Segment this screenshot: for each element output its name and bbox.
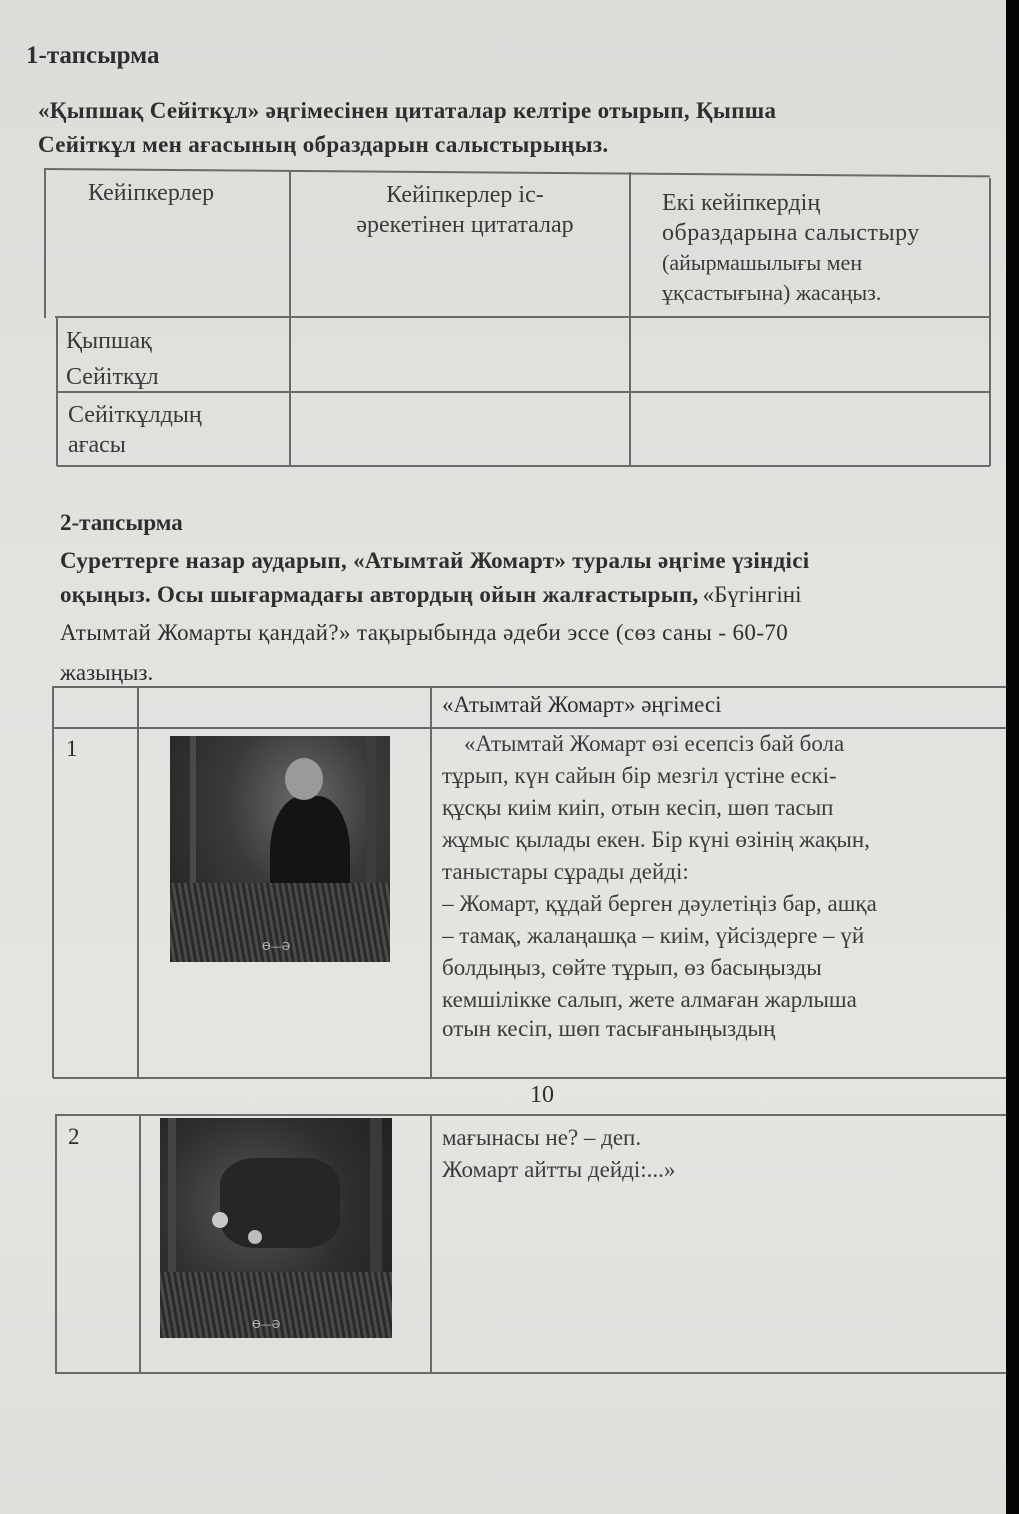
table1-row-brother-l1: Сейіткұлдың [68,402,202,428]
table1-header-comparison-l4: ұқсастығына) жасаңыз. [662,280,882,305]
story1-line: кемшілікке салып, жете алмаған жарлыша [442,987,857,1012]
task2-instruction-line3: Атымтай Жомарты қандай?» тақырыбында әдеби эссе (сөз саны - 60-70 [60,620,789,645]
page-number: 10 [530,1082,554,1108]
row1-number: 1 [66,736,78,761]
table1-header-characters: Кейіпкерлер [88,180,215,206]
table1-row-kypshak [66,326,159,392]
table1-row-kypshak-l1: Қыпшақ [66,328,152,354]
story-header: «Атымтай Жомарт» әңгімесі [442,692,722,717]
illustration-2-logo: Ө—Ә [252,1318,281,1331]
task2-line2-plain: «Бүгінгіні [702,582,802,607]
table1-header-comparison-l3: (айырмашылығы мен [662,250,863,275]
story1-line: отын кесіп, шөп тасығаныңыздың [442,1016,776,1041]
table1-row-brother [68,400,202,460]
task2-instruction-line1: Суреттерге назар аударып, «Атымтай Жомарт» туралы әңгіме үзіндісі [60,548,810,573]
task1-instruction-line2: Сейіткұл мен ағасының образдарын салыстырыңыз. [38,132,609,157]
table1-header-quotes [320,180,610,240]
task2-instruction-line2 [60,582,801,608]
story-text-part1 [442,728,1006,1042]
table1-header-comparison-l2: образдарына салыстыру [662,220,920,246]
story1-line: – Жомарт, құдай берген дәулетіңіз бар, ашқа [442,891,877,916]
table1-header-quotes-l1: Кейіпкерлер іс- [386,182,544,208]
story1-line: – тамақ, жалаңашқа – киім, үйсіздерге – үй [442,923,865,948]
page-edge-shadow [1006,0,1019,1514]
story1-line: тұрып, күн сайын бір мезгіл үстіне ескі- [442,763,837,788]
illustration-2-photo [160,1118,392,1338]
task2-line2-bold: оқыңыз. Осы шығармадағы автордың ойын жалғастырып, [60,582,699,607]
row2-number: 2 [68,1124,80,1149]
task2-title: 2-тапсырма [60,510,183,535]
table1-row-brother-l2: ағасы [68,432,126,458]
story1-line: жұмыс қылады екен. Бір күні өзінің жақын, [442,827,870,852]
task2-instruction-line4: жазыңыз. [60,660,154,685]
story1-line: таныстары сұрады дейді: [442,859,689,884]
story1-line: «Атымтай Жомарт өзі есепсіз бай бола [464,731,845,756]
table1-header-comparison [662,188,920,308]
story1-line: болдыңыз, сөйте тұрып, өз басыңызды [442,955,822,980]
task1-instruction-line1: «Қыпшақ Сейіткұл» әңгімесінен цитаталар келтіре отырып, Қыпша [38,98,777,123]
task1-title: 1-тапсырма [26,42,160,69]
table1-header-quotes-l2: әрекетінен цитаталар [356,212,574,238]
illustration-1-photo [170,736,390,962]
illustration-1-logo: Ө—Ә [262,940,291,953]
story2-line: мағынасы не? – деп. [442,1125,642,1150]
table1-row-kypshak-l2: Сейіткұл [66,364,159,390]
story2-line: Жомарт айтты дейді:...» [442,1157,676,1182]
table1-header-comparison-l1: Екі кейіпкердің [662,190,821,216]
story1-line: құсқы киім киіп, отын кесіп, шөп тасып [442,795,834,820]
story-text-part2 [442,1122,1002,1186]
